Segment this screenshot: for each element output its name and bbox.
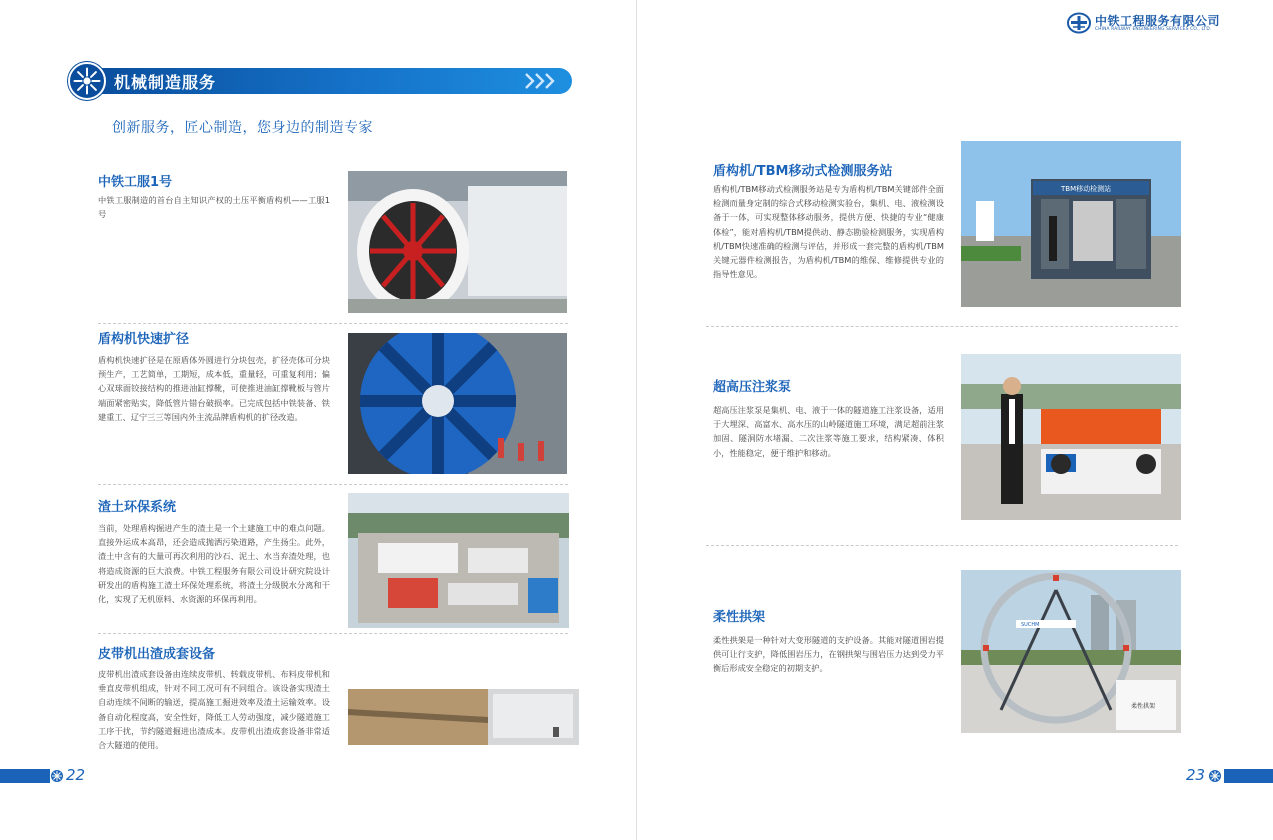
section-heading-arch: 柔性拱架 (713, 610, 766, 625)
company-name: 中铁工程服务有限公司 (1095, 14, 1221, 28)
company-name-en: CHINA RAILWAY ENGINEERING SERVICES CO., LTD. (1095, 27, 1212, 32)
station-banner-label: TBM移动检测站 (1061, 185, 1112, 193)
divider (98, 484, 568, 485)
section-text-belt: 皮带机出渣成套设备由连续皮带机、转载皮带机、布料皮带机和垂直皮带机组成，针对不同工况可有不同组合。该设备实现渣土自动连续不间断的输送，提高施工掘进效率及渣土运输效率。设备自动化程度高，安全性好，降低工人劳动强度，减少隧道施工工序干扰，节约隧道掘进出渣成本。皮带机出渣成套设备非常适合大隧道的使用。 (98, 669, 330, 751)
section-text-station: 盾构机/TBM移动式检测服务站是专为盾构机/TBM关键部件全面检测而量身定制的综合式移动检测实验台，集机、电、液检测设备于一体，可实现整体移动服务，提供方便、快捷的专业“健康体检”，能对盾构机/TBM提供动、静态勘验检测服务，实现盾构机/TBM快速准确的检测与评估，并形成一套完整的盾构机/TBM关键元器件检测报告，为盾构机/TBM的维保、维修提供专业的指导性意见。 (713, 184, 944, 280)
section-heading-station: 盾构机/TBM移动式检测服务站 (713, 164, 893, 179)
gear-emblem-icon (50, 769, 64, 783)
section-title: 机械制造服务 (114, 73, 217, 92)
page-number: 22 (66, 766, 86, 784)
belt-conveyor-photo (348, 689, 579, 745)
slogan: 创新服务，匠心制造，您身边的制造专家 (112, 120, 373, 136)
gear-emblem-icon (68, 62, 106, 100)
tbm-machine-photo (348, 171, 567, 313)
arch-brand-label: SUCHM (1021, 622, 1040, 628)
company-emblem-icon (1067, 12, 1091, 34)
company-logo (1067, 10, 1227, 36)
page-gutter (636, 0, 637, 840)
section-text-tbm-1: 中铁工服制造的首台自主知识产权的土压平衡盾构机——工服1号 (98, 195, 330, 220)
divider (98, 323, 568, 324)
section-heading-pump: 超高压注浆泵 (713, 380, 792, 395)
section-banner (68, 64, 572, 100)
mobile-test-station-photo (961, 141, 1181, 307)
section-text-pump: 超高压注浆泵是集机、电、液于一体的隧道施工注浆设备，适用于大埋深、高富水、高水压的山岭隧道施工环境，满足超前注浆加固、隧洞防水堵漏、二次注浆等施工要求，结构紧凑、体积小，性能稳定，便于维护和移动。 (713, 405, 944, 458)
arch-sign-label: 柔性拱架 (1131, 703, 1156, 710)
divider (706, 545, 1178, 546)
cutterhead-photo (348, 333, 567, 474)
page-number: 23 (1186, 766, 1206, 784)
section-heading-belt: 皮带机出渣成套设备 (98, 647, 216, 662)
divider (98, 633, 568, 634)
flexible-arch-photo (961, 570, 1181, 733)
section-heading-expansion: 盾构机快速扩径 (98, 332, 190, 347)
grouting-pump-photo (961, 354, 1181, 520)
section-text-expansion: 盾构机快速扩径是在原盾体外圆进行分块包壳，扩径壳体可分块预生产，工艺简单，工期短，成本低，重量轻，可重复利用；偏心双球面铰接结构的推进油缸撑靴，可使推进油缸撑靴板与管片端面紧密贴实，降低管片错台破损率。已完成包括中铁装备、铁建重工、辽宁三三等国内外主流品牌盾构机的扩径改造。 (98, 355, 330, 422)
page-number-bar (0, 769, 50, 783)
section-text-muck: 当前，处理盾构掘进产生的渣土是一个土建施工中的难点问题。直接外运成本高昂，还会造成抛洒污染道路，产生扬尘。此外，渣土中含有的大量可再次利用的沙石、泥土、水当弃渣处理，也将造成资源的巨大浪费。中铁工程服务有限公司设计研究院设计研发出的盾构施工渣土环保处理系统，将渣土分级脱水分离和干化，实现了无机原料、水资源的环保再利用。 (98, 523, 330, 605)
gear-emblem-icon (1208, 769, 1222, 783)
page-number-bar (1224, 769, 1273, 783)
section-text-arch: 柔性拱架是一种针对大变形隧道的支护设备。其能对隧道围岩提供可让行支护，降低围岩压力，在钢拱架与围岩压力达到受力平衡后形成安全稳定的初期支护。 (713, 635, 944, 674)
muck-treatment-site-photo (348, 493, 569, 628)
section-heading-tbm-1: 中铁工服1号 (98, 175, 173, 190)
divider (706, 326, 1178, 327)
chevrons-right-icon (522, 72, 562, 90)
section-heading-muck: 渣土环保系统 (98, 500, 177, 515)
